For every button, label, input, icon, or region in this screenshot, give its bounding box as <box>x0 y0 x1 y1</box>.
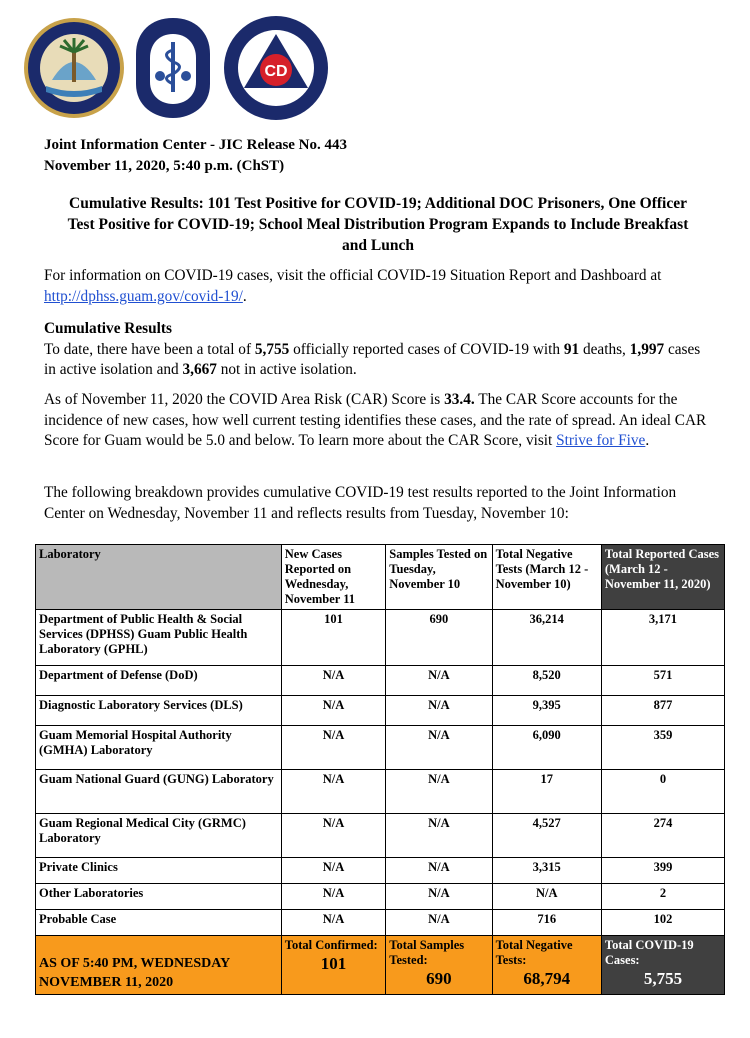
headline: Cumulative Results: 101 Test Positive for COVID-19; Additional DOC Prisoners, One Officer Test Positive for COVID-19; School Meal Distribution Program Expands to Include Breakfast and Lunch <box>67 195 689 254</box>
lab-name: Other Laboratories <box>36 884 282 910</box>
reported-cases: 3,171 <box>601 610 724 666</box>
table-row <box>36 610 725 666</box>
negative-tests: 17 <box>492 770 601 814</box>
samples-tested: N/A <box>386 696 492 726</box>
release-number: Joint Information Center - JIC Release No. 443 <box>44 137 348 153</box>
breakdown-paragraph: The following breakdown provides cumulative COVID-19 test results reported to the Joint Information Center on Wednesday, November 11 and reflects results from Tuesday, November 10: <box>44 484 677 522</box>
negative-tests: 6,090 <box>492 726 601 770</box>
lab-name: Guam Regional Medical City (GRMC) Laboratory <box>36 814 282 858</box>
lab-name: Probable Case <box>36 910 282 936</box>
table-row <box>36 666 725 696</box>
lab-name: Department of Defense (DoD) <box>36 666 282 696</box>
new-cases: N/A <box>281 770 385 814</box>
reported-cases: 359 <box>601 726 724 770</box>
col-new-cases: New Cases Reported on Wednesday, November 11 <box>281 545 385 610</box>
samples-tested: N/A <box>386 726 492 770</box>
samples-tested: N/A <box>386 858 492 884</box>
new-cases: N/A <box>281 666 385 696</box>
results-table <box>35 544 725 995</box>
total-samples: Total Samples Tested: 690 <box>386 936 492 995</box>
negative-tests: 36,214 <box>492 610 601 666</box>
governors-seal-logo <box>22 16 126 120</box>
col-reported: Total Reported Cases (March 12 - November 11, 2020) <box>601 545 724 610</box>
release-header <box>44 135 347 177</box>
lab-name: Guam National Guard (GUNG) Laboratory <box>36 770 282 814</box>
cd-letters: CD <box>264 63 288 80</box>
col-laboratory: Laboratory <box>36 545 282 610</box>
new-cases: N/A <box>281 814 385 858</box>
negative-tests: N/A <box>492 884 601 910</box>
new-cases: N/A <box>281 910 385 936</box>
col-negative: Total Negative Tests (March 12 - November 10) <box>492 545 601 610</box>
total-cases: Total COVID-19 Cases: 5,755 <box>601 936 724 995</box>
table-header-row <box>36 545 725 610</box>
table-row <box>36 770 725 814</box>
table-row <box>36 910 725 936</box>
negative-tests: 9,395 <box>492 696 601 726</box>
reported-cases: 571 <box>601 666 724 696</box>
total-negative: Total Negative Tests: 68,794 <box>492 936 601 995</box>
cumulative-paragraph: Cumulative Results To date, there have been a total of 5,755 officially reported cases of COVID-19 with 91 deaths, 1,997 cases in active isolation and 3,667 not in active isolation. <box>44 320 701 378</box>
strive-for-five-link[interactable]: Strive for Five <box>556 432 646 449</box>
reported-cases: 2 <box>601 884 724 910</box>
public-health-seal-logo <box>130 14 216 122</box>
reported-cases: 274 <box>601 814 724 858</box>
homeland-security-seal-logo <box>222 14 330 122</box>
negative-tests: 4,527 <box>492 814 601 858</box>
as-of-label: AS OF 5:40 PM, WEDNESDAY NOVEMBER 11, 2020 <box>36 936 282 995</box>
reported-cases: 0 <box>601 770 724 814</box>
negative-tests: 3,315 <box>492 858 601 884</box>
new-cases: N/A <box>281 858 385 884</box>
release-date: November 11, 2020, 5:40 p.m. (ChST) <box>44 158 285 174</box>
intro-paragraph: For information on COVID-19 cases, visit the official COVID-19 Situation Report and Dashboard at http://dphss.guam.gov/covid-19/. <box>44 267 662 305</box>
car-paragraph: As of November 11, 2020 the COVID Area Risk (CAR) Score is 33.4. The CAR Score accounts for the incidence of new cases, how well current testing identifies these cases, and the rate of spread. An ideal CAR Score for Guam would be 5.0 and below. To learn more about the CAR Score, visit Strive for Five. <box>44 391 707 449</box>
samples-tested: 690 <box>386 610 492 666</box>
table-row <box>36 858 725 884</box>
negative-tests: 716 <box>492 910 601 936</box>
reported-cases: 399 <box>601 858 724 884</box>
samples-tested: N/A <box>386 814 492 858</box>
table-row <box>36 726 725 770</box>
lab-name: Department of Public Health & Social Services (DPHSS) Guam Public Health Laboratory (GPHL) <box>36 610 282 666</box>
totals-row <box>36 936 725 995</box>
samples-tested: N/A <box>386 910 492 936</box>
samples-tested: N/A <box>386 666 492 696</box>
samples-tested: N/A <box>386 884 492 910</box>
table-row <box>36 884 725 910</box>
samples-tested: N/A <box>386 770 492 814</box>
dashboard-link[interactable]: http://dphss.guam.gov/covid-19/ <box>44 287 243 305</box>
reported-cases: 877 <box>601 696 724 726</box>
negative-tests: 8,520 <box>492 666 601 696</box>
new-cases: N/A <box>281 884 385 910</box>
col-samples: Samples Tested on Tuesday, November 10 <box>386 545 492 610</box>
table-row <box>36 696 725 726</box>
new-cases: N/A <box>281 696 385 726</box>
table-row <box>36 814 725 858</box>
lab-name: Private Clinics <box>36 858 282 884</box>
total-confirmed: Total Confirmed: 101 <box>281 936 385 995</box>
reported-cases: 102 <box>601 910 724 936</box>
lab-name: Diagnostic Laboratory Services (DLS) <box>36 696 282 726</box>
cumulative-heading: Cumulative Results <box>44 320 172 337</box>
lab-name: Guam Memorial Hospital Authority (GMHA) Laboratory <box>36 726 282 770</box>
new-cases: N/A <box>281 726 385 770</box>
new-cases: 101 <box>281 610 385 666</box>
